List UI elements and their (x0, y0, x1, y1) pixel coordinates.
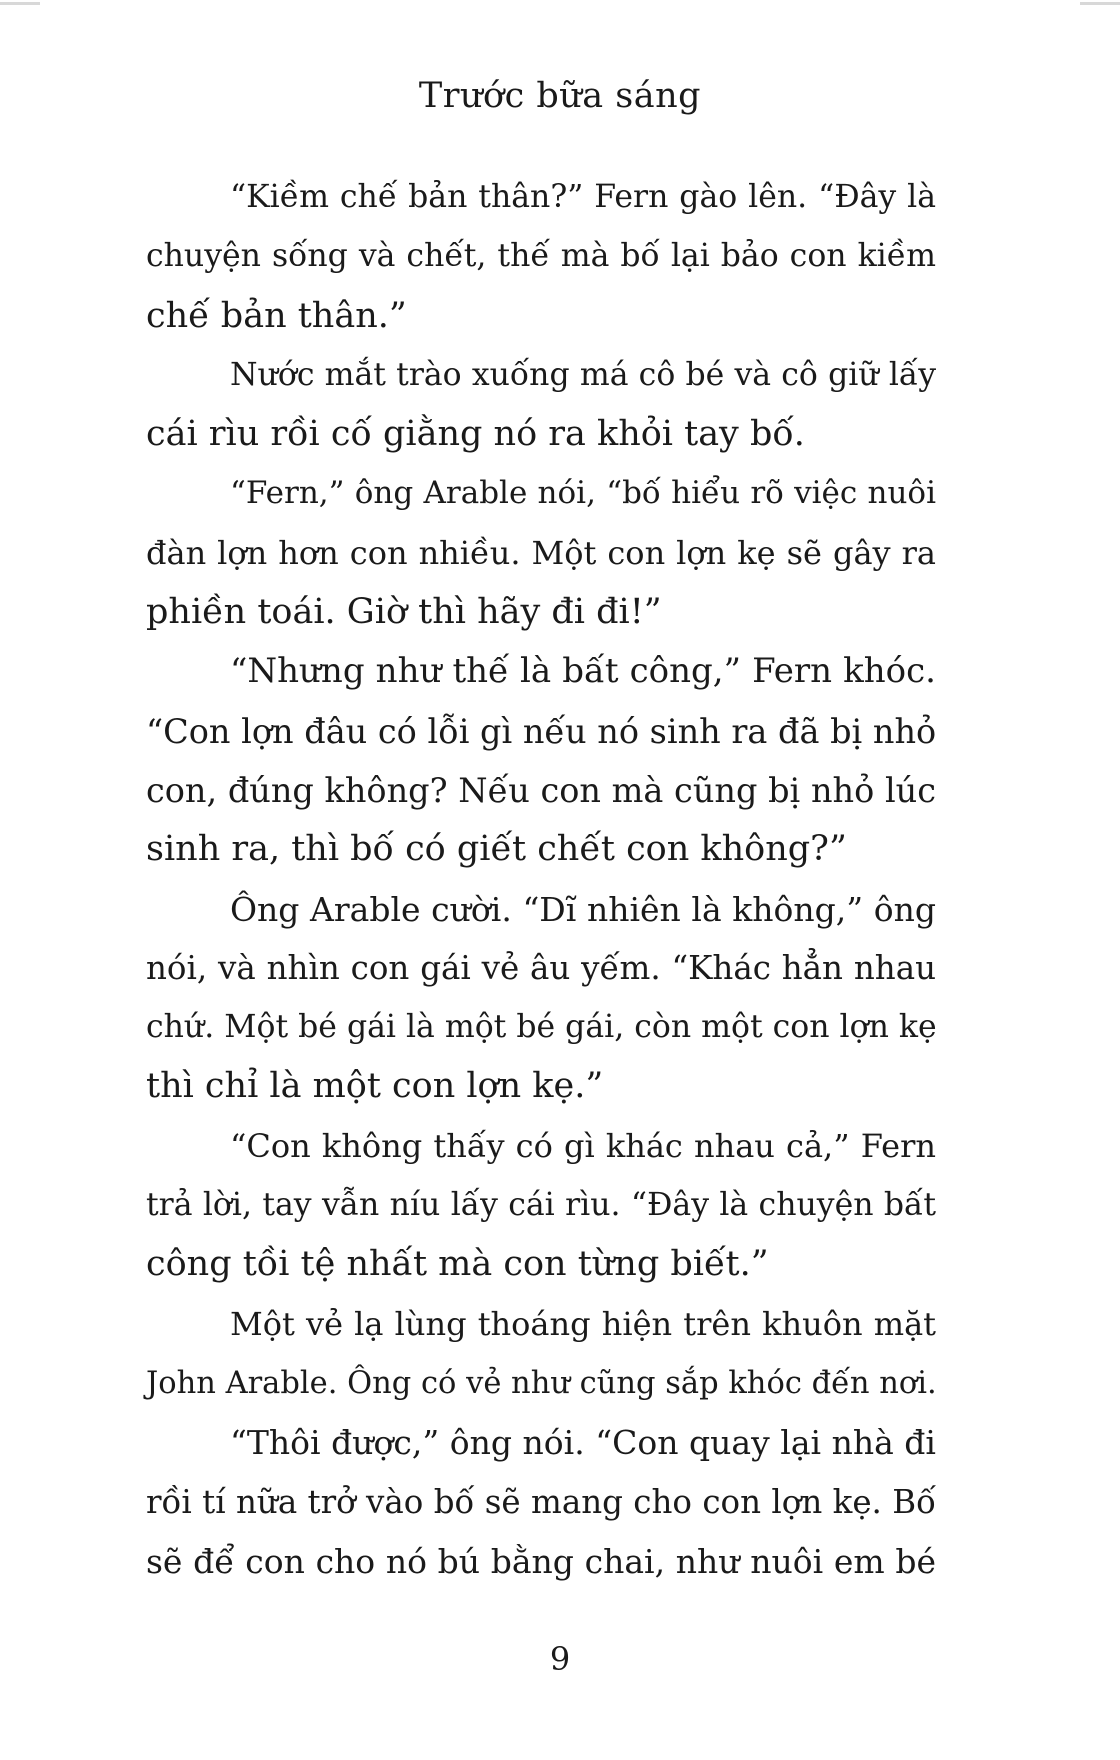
page-number: 9 (549, 1640, 571, 1678)
text-line: Một vẻ lạ lùng thoáng hiện trên khuôn mặt (230, 1304, 936, 1343)
text-line: “Nhưng như thế là bất công,” Fern khóc. (230, 651, 936, 692)
text-line: sẽ để con cho nó bú bằng chai, như nuôi em bé (146, 1541, 936, 1581)
body-text (146, 168, 936, 1591)
scan-edge-right (1080, 2, 1120, 5)
text-line: “Kiềm chế bản thân?” Fern gào lên. “Đây là (230, 179, 936, 215)
text-line: “Fern,” ông Arable nói, “bố hiểu rõ việc nuôi (230, 475, 936, 512)
text-line: rồi tí nữa trở vào bố sẽ mang cho con lợn kẹ. Bố (146, 1482, 936, 1521)
text-line: con, đúng không? Nếu con mà cũng bị nhỏ lúc (146, 770, 936, 810)
text-line: “Con lợn đâu có lỗi gì nếu nó sinh ra đã bị nhỏ (146, 711, 937, 751)
text-line: chuyện sống và chết, thế mà bố lại bảo con kiềm (146, 238, 936, 275)
text-line: đàn lợn hơn con nhiều. Một con lợn kẹ sẽ gây ra (146, 533, 936, 572)
text-line: nói, và nhìn con gái vẻ âu yếm. “Khác hẳn nhau (146, 948, 936, 987)
text-line: Ông Arable cười. “Dĩ nhiên là không,” ông (230, 889, 936, 929)
text-line: sinh ra, thì bố có giết chết con không?” (146, 829, 847, 870)
text-line: “Con không thấy có gì khác nhau cả,” Fern (230, 1126, 936, 1165)
text-line: chế bản thân.” (146, 295, 407, 336)
text-line: John Arable. Ông có vẻ như cũng sắp khóc đến nơi. (146, 1365, 937, 1401)
scan-edge-left (0, 2, 40, 5)
text-line: thì chỉ là một con lợn kẹ.” (146, 1066, 604, 1107)
text-line: cái rìu rồi cố giằng nó ra khỏi tay bố. (146, 414, 805, 455)
running-header: Trước bữa sáng (418, 76, 702, 116)
text-line: chứ. Một bé gái là một bé gái, còn một con lợn kẹ (146, 1009, 937, 1046)
text-line: phiền toái. Giờ thì hãy đi đi!” (146, 592, 662, 633)
text-line: trả lời, tay vẫn níu lấy cái rìu. “Đây là chuyện bất (146, 1187, 936, 1224)
text-line: Nước mắt trào xuống má cô bé và cô giữ lấy (230, 356, 936, 393)
text-line: “Thôi được,” ông nói. “Con quay lại nhà đi (230, 1423, 936, 1463)
text-line: công tồi tệ nhất mà con từng biết.” (146, 1244, 769, 1285)
